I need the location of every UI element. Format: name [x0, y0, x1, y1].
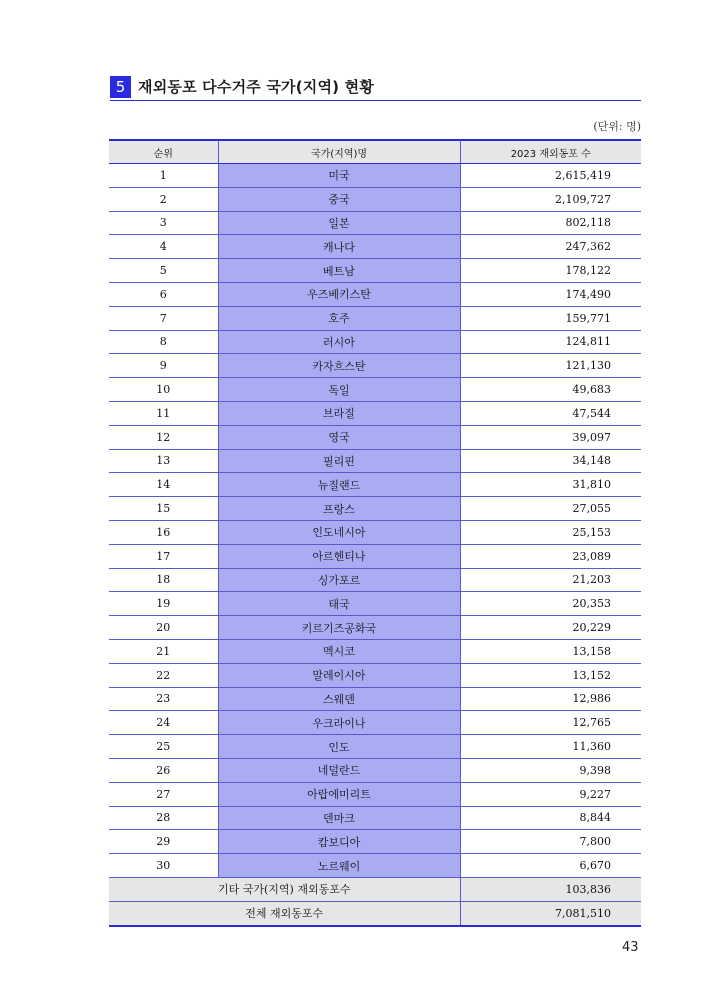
table-row	[109, 711, 641, 735]
value-cell: 8,844	[460, 806, 641, 830]
country-cell: 스웨덴	[218, 687, 460, 711]
country-cell: 독일	[218, 378, 460, 402]
rank-cell: 24	[109, 711, 218, 735]
table-row	[109, 187, 641, 211]
table-row	[109, 639, 641, 663]
table-row	[109, 354, 641, 378]
rank-cell: 14	[109, 473, 218, 497]
rank-cell: 8	[109, 330, 218, 354]
rank-cell: 28	[109, 806, 218, 830]
table-row	[109, 473, 641, 497]
value-cell: 6,670	[460, 854, 641, 878]
table-row	[109, 306, 641, 330]
rank-cell: 16	[109, 520, 218, 544]
rank-cell: 18	[109, 568, 218, 592]
value-cell: 2,109,727	[460, 187, 641, 211]
rank-cell: 5	[109, 259, 218, 283]
table-row	[109, 568, 641, 592]
rank-cell: 22	[109, 663, 218, 687]
rank-cell: 27	[109, 782, 218, 806]
rank-cell: 7	[109, 306, 218, 330]
country-cell: 우즈베키스탄	[218, 282, 460, 306]
value-cell: 25,153	[460, 520, 641, 544]
table-row	[109, 544, 641, 568]
rank-cell: 3	[109, 211, 218, 235]
header-value: 2023 재외동포 수	[460, 140, 641, 164]
country-cell: 키르기즈공화국	[218, 616, 460, 640]
table-row	[109, 854, 641, 878]
value-cell: 49,683	[460, 378, 641, 402]
value-cell: 159,771	[460, 306, 641, 330]
country-cell: 멕시코	[218, 639, 460, 663]
rank-cell: 23	[109, 687, 218, 711]
summary-value: 103,836	[460, 877, 641, 901]
country-cell: 프랑스	[218, 497, 460, 521]
summary-label: 전체 재외동포수	[109, 901, 460, 925]
value-cell: 12,765	[460, 711, 641, 735]
country-cell: 미국	[218, 164, 460, 188]
table-row	[109, 259, 641, 283]
table-row	[109, 425, 641, 449]
table-row	[109, 663, 641, 687]
rank-cell: 1	[109, 164, 218, 188]
rank-cell: 17	[109, 544, 218, 568]
summary-row-total	[109, 901, 641, 925]
value-cell: 247,362	[460, 235, 641, 259]
country-cell: 뉴질랜드	[218, 473, 460, 497]
country-cell: 아르헨티나	[218, 544, 460, 568]
table-row	[109, 449, 641, 473]
value-cell: 23,089	[460, 544, 641, 568]
section-number: 5	[110, 76, 131, 98]
rank-cell: 10	[109, 378, 218, 402]
value-cell: 9,227	[460, 782, 641, 806]
summary-value: 7,081,510	[460, 901, 641, 925]
country-cell: 네덜란드	[218, 758, 460, 782]
rank-cell: 15	[109, 497, 218, 521]
table-row	[109, 282, 641, 306]
rank-cell: 25	[109, 735, 218, 759]
value-cell: 11,360	[460, 735, 641, 759]
table-row	[109, 830, 641, 854]
table-row	[109, 497, 641, 521]
country-cell: 싱가포르	[218, 568, 460, 592]
value-cell: 124,811	[460, 330, 641, 354]
table-row	[109, 520, 641, 544]
country-cell: 러시아	[218, 330, 460, 354]
rank-cell: 13	[109, 449, 218, 473]
header-country: 국가(지역)명	[218, 140, 460, 164]
rank-cell: 30	[109, 854, 218, 878]
diaspora-table	[109, 139, 641, 927]
value-cell: 174,490	[460, 282, 641, 306]
table-row	[109, 211, 641, 235]
country-cell: 노르웨이	[218, 854, 460, 878]
country-cell: 필리핀	[218, 449, 460, 473]
rank-cell: 11	[109, 401, 218, 425]
table-row	[109, 687, 641, 711]
rank-cell: 9	[109, 354, 218, 378]
country-cell: 캐나다	[218, 235, 460, 259]
country-cell: 인도네시아	[218, 520, 460, 544]
value-cell: 39,097	[460, 425, 641, 449]
summary-label: 기타 국가(지역) 재외동포수	[109, 877, 460, 901]
country-cell: 브라질	[218, 401, 460, 425]
value-cell: 2,615,419	[460, 164, 641, 188]
value-cell: 9,398	[460, 758, 641, 782]
table-row	[109, 378, 641, 402]
section-heading	[110, 76, 641, 101]
summary-row-other	[109, 877, 641, 901]
rank-cell: 20	[109, 616, 218, 640]
country-cell: 호주	[218, 306, 460, 330]
country-cell: 카자흐스탄	[218, 354, 460, 378]
country-cell: 중국	[218, 187, 460, 211]
table-row	[109, 616, 641, 640]
value-cell: 121,130	[460, 354, 641, 378]
table-row	[109, 164, 641, 188]
table-row	[109, 806, 641, 830]
header-rank: 순위	[109, 140, 218, 164]
table-row	[109, 782, 641, 806]
table-row	[109, 735, 641, 759]
section-title: 재외동포 다수거주 국가(지역) 현황	[138, 78, 375, 96]
value-cell: 802,118	[460, 211, 641, 235]
rank-cell: 19	[109, 592, 218, 616]
value-cell: 31,810	[460, 473, 641, 497]
value-cell: 7,800	[460, 830, 641, 854]
table-row	[109, 592, 641, 616]
table-header-row	[109, 140, 641, 164]
value-cell: 12,986	[460, 687, 641, 711]
country-cell: 아랍에미리트	[218, 782, 460, 806]
value-cell: 21,203	[460, 568, 641, 592]
country-cell: 말레이시아	[218, 663, 460, 687]
rank-cell: 12	[109, 425, 218, 449]
rank-cell: 6	[109, 282, 218, 306]
country-cell: 덴마크	[218, 806, 460, 830]
value-cell: 178,122	[460, 259, 641, 283]
value-cell: 20,353	[460, 592, 641, 616]
page-number: 43	[622, 940, 639, 955]
value-cell: 13,158	[460, 639, 641, 663]
country-cell: 캄보디아	[218, 830, 460, 854]
country-cell: 일본	[218, 211, 460, 235]
rank-cell: 26	[109, 758, 218, 782]
value-cell: 13,152	[460, 663, 641, 687]
table-row	[109, 758, 641, 782]
table-row	[109, 330, 641, 354]
country-cell: 영국	[218, 425, 460, 449]
country-cell: 인도	[218, 735, 460, 759]
value-cell: 20,229	[460, 616, 641, 640]
country-cell: 태국	[218, 592, 460, 616]
country-cell: 우크라이나	[218, 711, 460, 735]
unit-label: (단위: 명)	[593, 120, 641, 133]
rank-cell: 2	[109, 187, 218, 211]
table-row	[109, 401, 641, 425]
country-cell: 베트남	[218, 259, 460, 283]
rank-cell: 4	[109, 235, 218, 259]
value-cell: 47,544	[460, 401, 641, 425]
value-cell: 27,055	[460, 497, 641, 521]
table-row	[109, 235, 641, 259]
value-cell: 34,148	[460, 449, 641, 473]
rank-cell: 21	[109, 639, 218, 663]
rank-cell: 29	[109, 830, 218, 854]
